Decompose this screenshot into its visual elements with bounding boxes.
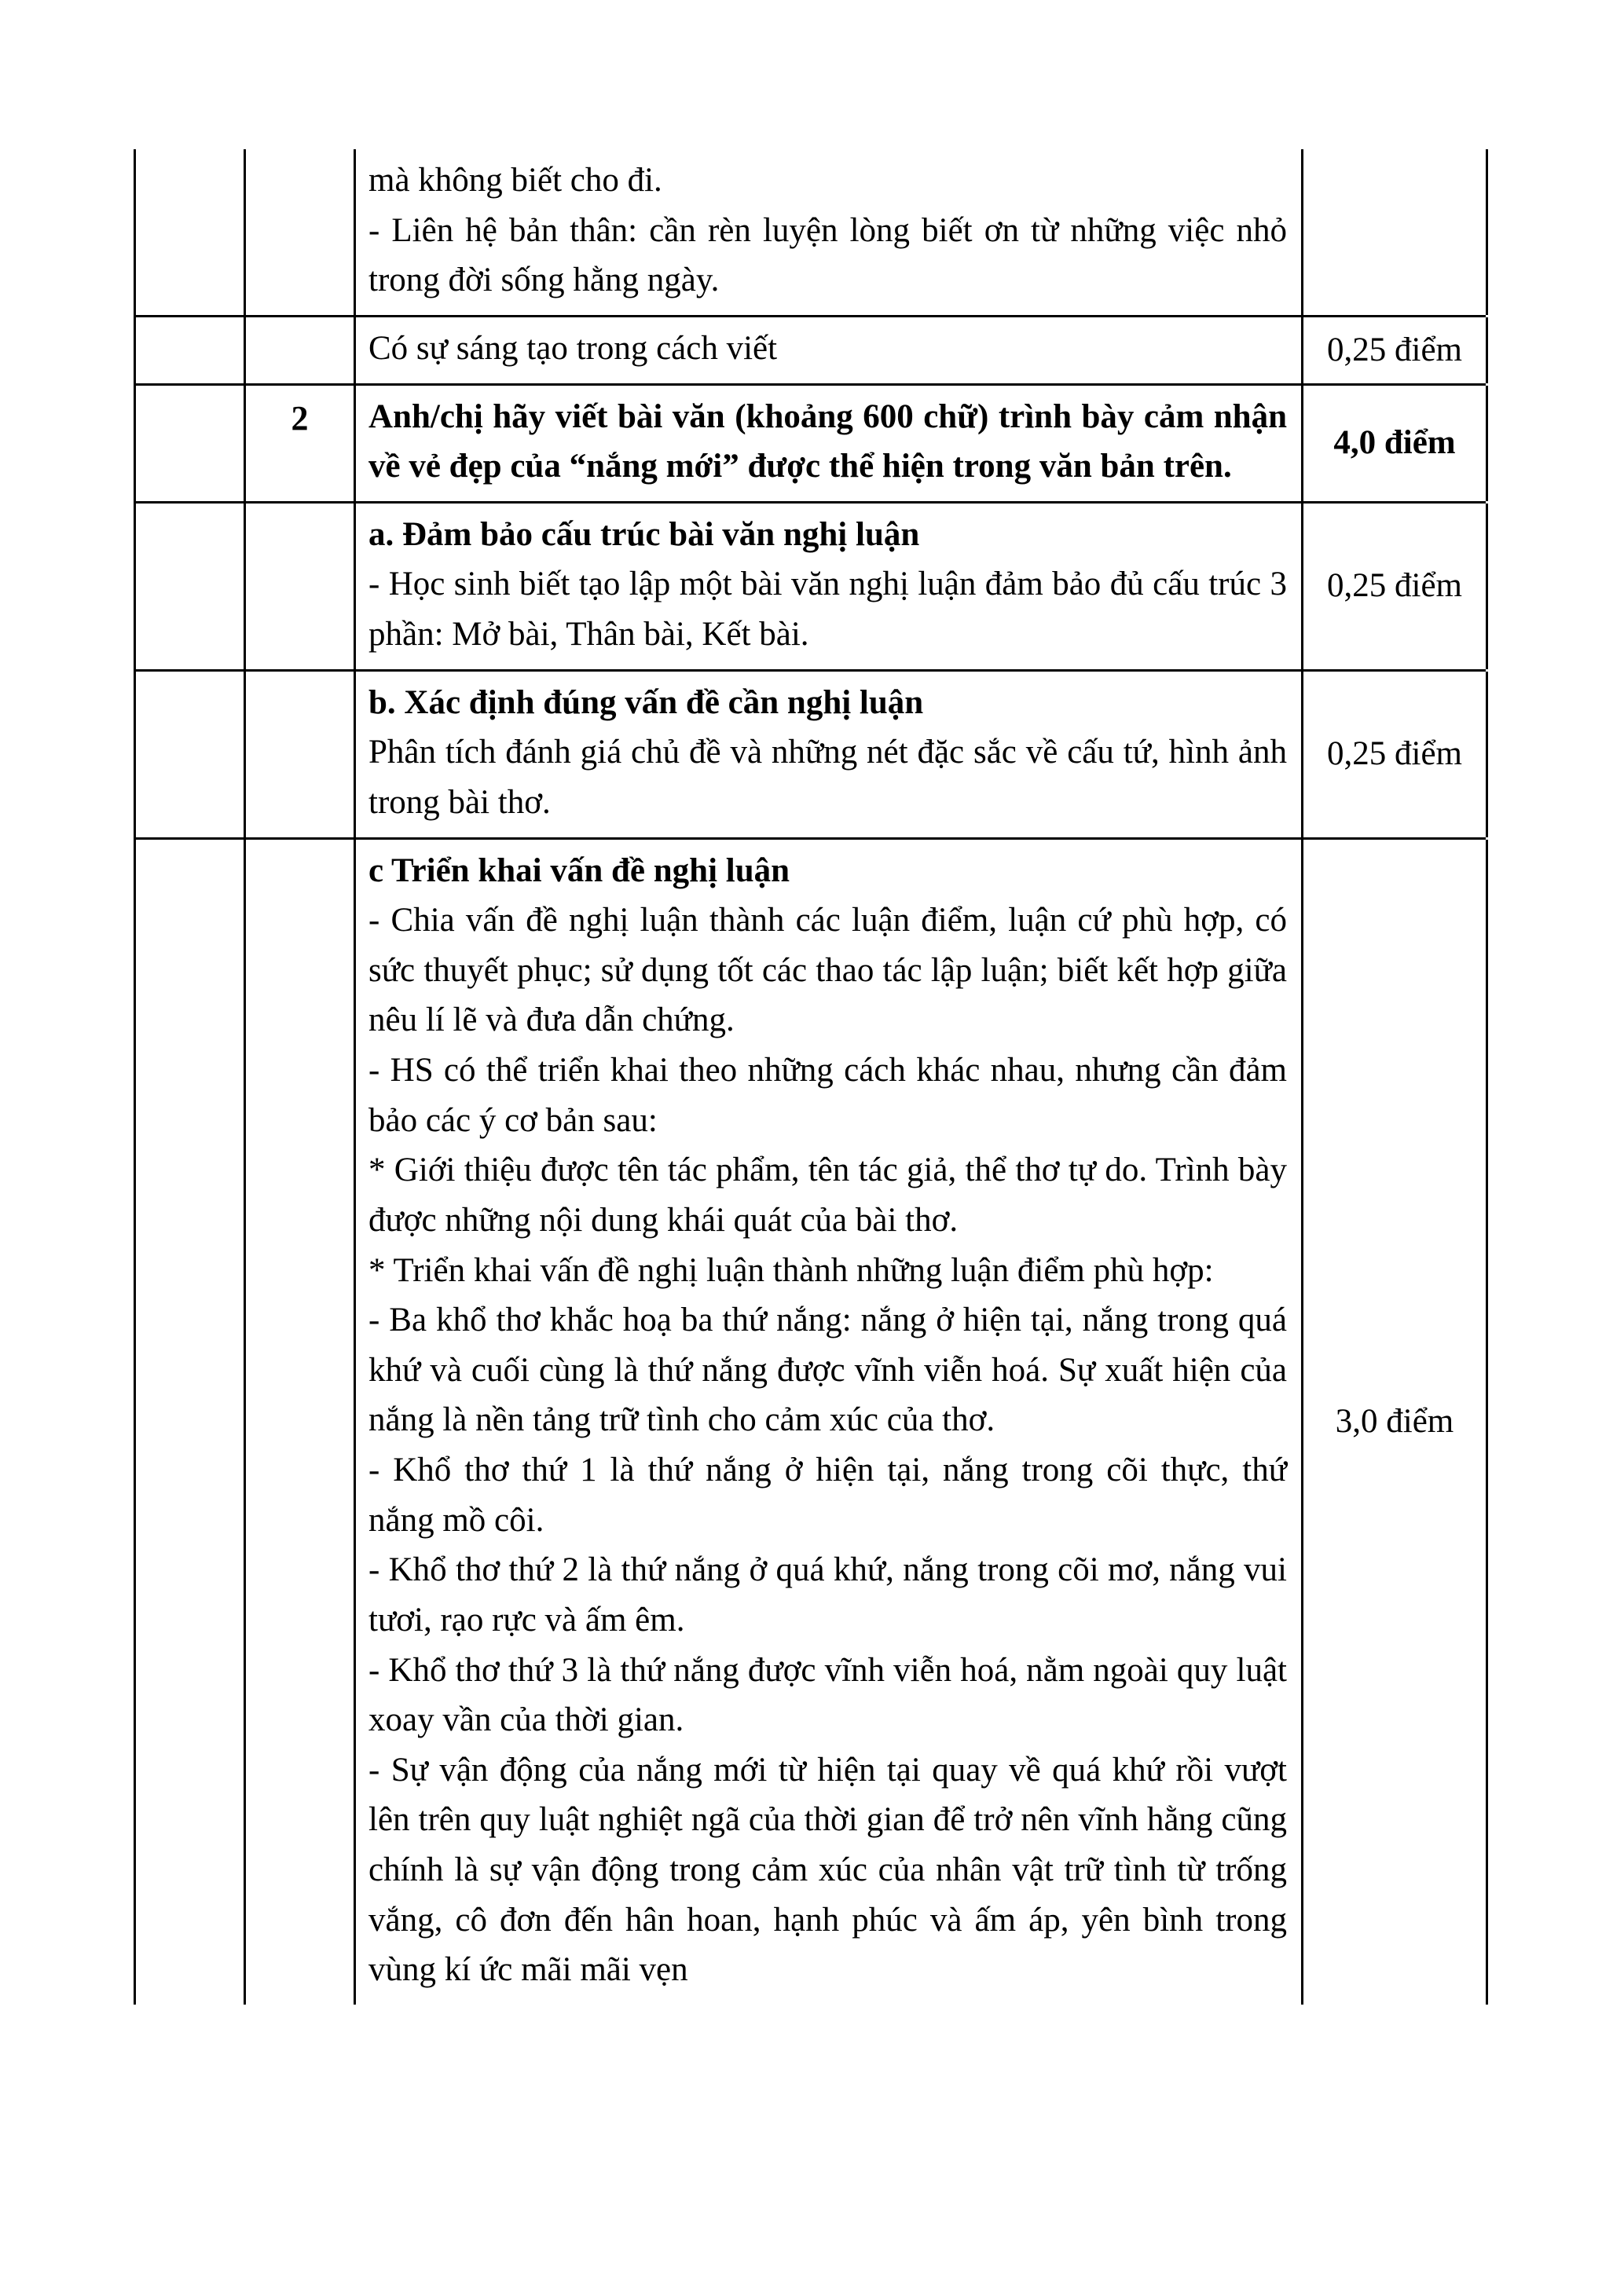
content-cell [356,386,1303,501]
paragraph: - Khổ thơ thứ 3 là thứ nắng được vĩnh viễn hoá, nằm ngoài quy luật xoay vần của thời gian. [368,1651,1287,1739]
paragraph: - Sự vận động của nắng mới từ hiện tại quay về quá khứ rồi vượt lên trên quy luật nghiệt ngã của thời gian để trở nên vĩnh hằng cũng chính là sự vận động trong cảm xúc của nhân vật trữ tình từ trống vắng, cô đơn đến hân hoan, hạnh phúc và ấm áp, yên bình trong vùng kí ức mãi mãi vẹn [368,1751,1287,1989]
table-row [134,386,1486,504]
paragraph: a. Đảm bảo cấu trúc bài văn nghị luận [368,515,920,553]
sub-number-cell [246,504,356,669]
paragraph: mà không biết cho đi. [368,162,662,199]
sub-number-cell [246,149,356,315]
table-row [134,840,1486,2005]
paragraph: b. Xác định đúng vấn đề cần nghị luận [368,683,924,721]
table-row [134,317,1486,386]
paragraph: Có sự sáng tạo trong cách viết [368,329,778,367]
table-row [134,149,1486,317]
points-cell: 0,25 điểm [1303,672,1488,837]
table-row [134,504,1486,672]
paragraph: - Khổ thơ thứ 1 là thứ nắng ở hiện tại, nắng trong cõi thực, thứ nắng mồ côi. [368,1452,1287,1539]
question-number-cell [136,504,246,669]
content-cell [356,672,1303,837]
rubric-table [134,149,1486,2005]
points-cell [1303,149,1488,315]
content-cell [356,317,1303,383]
sub-number-cell [246,672,356,837]
question-number-cell [136,672,246,837]
sub-number-cell [246,840,356,2005]
question-number-cell [136,386,246,501]
paragraph: Anh/chị hãy viết bài văn (khoảng 600 chữ) trình bày cảm nhận về vẻ đẹp của “nắng mới” được thể hiện trong văn bản trên. [368,397,1287,485]
question-number-cell [136,317,246,383]
paragraph: - Liên hệ bản thân: cần rèn luyện lòng biết ơn từ những việc nhỏ trong đời sống hằng ngày. [368,211,1287,299]
table-row [134,672,1486,840]
points-cell: 4,0 điểm [1303,386,1488,501]
paragraph: - Ba khổ thơ khắc hoạ ba thứ nắng: nắng ở hiện tại, nắng trong quá khứ và cuối cùng là thứ nắng được vĩnh viễn hoá. Sự xuất hiện của nắng là nền tảng trữ tình cho cảm xúc của thơ. [368,1302,1287,1439]
paragraph: Phân tích đánh giá chủ đề và những nét đặc sắc về cấu tứ, hình ảnh trong bài thơ. [368,734,1287,821]
paragraph: * Giới thiệu được tên tác phẩm, tên tác giả, thể thơ tự do. Trình bày được những nội dung khái quát của bài thơ. [368,1152,1287,1239]
points-cell: 3,0 điểm [1303,840,1488,2005]
paragraph: c Triển khai vấn đề nghị luận [368,851,790,889]
points-cell: 0,25 điểm [1303,504,1488,669]
paragraph: - Chia vấn đề nghị luận thành các luận điểm, luận cứ phù hợp, có sức thuyết phục; sử dụng tốt các thao tác lập luận; biết kết hợp giữa nêu lí lẽ và đưa dẫn chứng. [368,902,1287,1039]
paragraph: * Triển khai vấn đề nghị luận thành những luận điểm phù hợp: [368,1251,1214,1289]
paragraph: - HS có thể triển khai theo những cách khác nhau, nhưng cần đảm bảo các ý cơ bản sau: [368,1052,1287,1139]
content-cell [356,840,1303,2005]
question-number-cell [136,149,246,315]
paragraph: - Học sinh biết tạo lập một bài văn nghị luận đảm bảo đủ cấu trúc 3 phần: Mở bài, Thân bài, Kết bài. [368,566,1287,653]
points-cell: 0,25 điểm [1303,317,1488,383]
sub-number-cell: 2 [246,386,356,501]
paragraph: - Khổ thơ thứ 2 là thứ nắng ở quá khứ, nắng trong cõi mơ, nắng vui tươi, rạo rực và ấm êm. [368,1551,1287,1639]
question-number-cell [136,840,246,2005]
content-cell [356,504,1303,669]
sub-number-cell [246,317,356,383]
content-cell [356,149,1303,315]
